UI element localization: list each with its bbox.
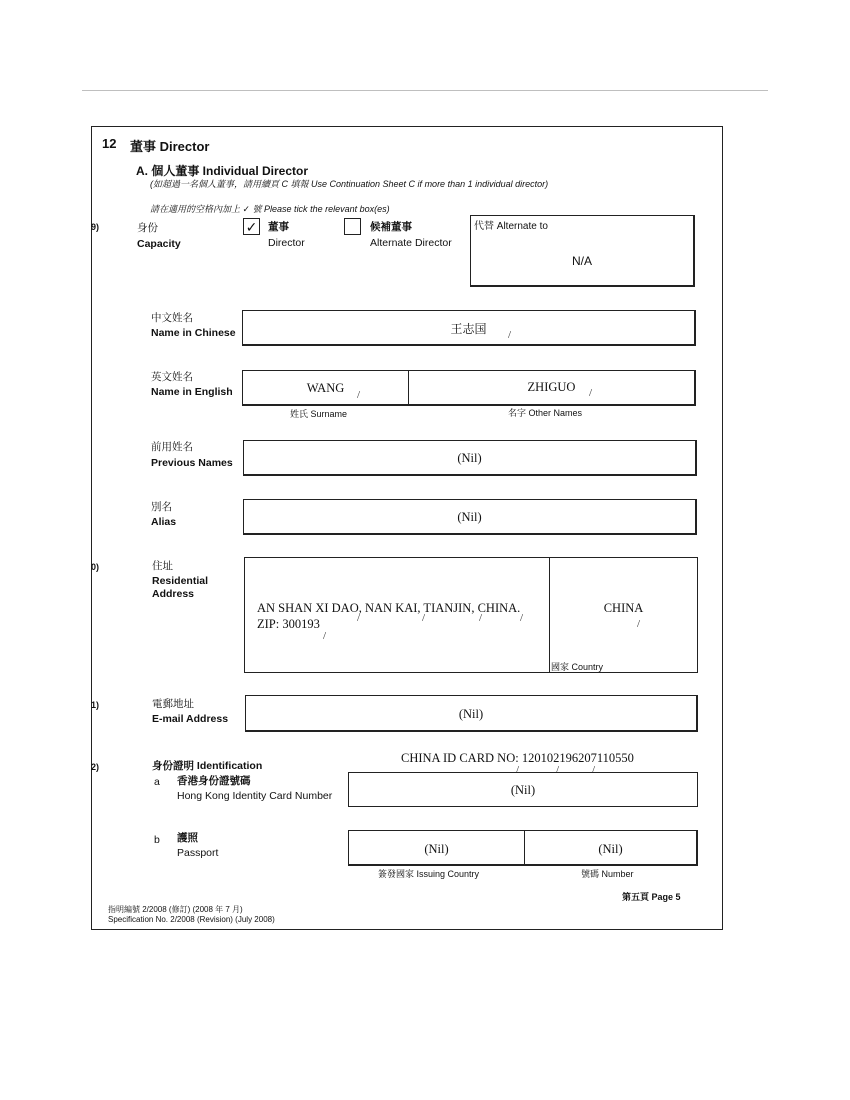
tick-mark: / bbox=[520, 612, 524, 624]
address-line2: ZIP: 300193 bbox=[257, 617, 320, 631]
capacity-label-en: Capacity bbox=[137, 238, 181, 250]
previous-names-value: (Nil) bbox=[457, 451, 482, 465]
english-name-label-zh: 英文姓名 bbox=[151, 371, 193, 383]
chinese-name-value: 王志国 bbox=[450, 322, 487, 336]
item-letter-b: b bbox=[154, 834, 160, 846]
chinese-name-field[interactable] bbox=[242, 310, 696, 346]
other-names-caption: 名字 Other Names bbox=[508, 408, 583, 418]
country-caption: 國家 Country bbox=[551, 662, 604, 672]
subsection-title: A. 個人董事 Individual Director bbox=[136, 164, 309, 178]
alias-label-zh: 別名 bbox=[151, 501, 172, 513]
alternate-to-value: N/A bbox=[571, 254, 592, 268]
item-number: 1) bbox=[91, 700, 100, 710]
issuing-country-caption: 簽發國家 Issuing Country bbox=[378, 869, 480, 879]
tick-mark: / bbox=[479, 612, 483, 624]
email-label-zh: 電郵地址 bbox=[152, 698, 194, 710]
alternate-to-label: 代替 Alternate to bbox=[474, 221, 548, 232]
specification-en: Specification No. 2/2008 (Revision) (July 2008) bbox=[108, 915, 275, 924]
alternate-director-label-zh: 候補董事 bbox=[370, 221, 412, 233]
previous-names-label-zh: 前用姓名 bbox=[151, 441, 193, 453]
address-field[interactable] bbox=[244, 557, 698, 673]
other-names-value: ZHIGUO bbox=[527, 380, 576, 394]
alternate-director-label-en: Alternate Director bbox=[370, 237, 452, 249]
tick-mark: / bbox=[357, 612, 361, 624]
alternate-to-box[interactable] bbox=[470, 215, 695, 287]
passport-number-caption: 號碼 Number bbox=[581, 869, 634, 879]
passport-label-en: Passport bbox=[177, 847, 219, 859]
tick-mark: / bbox=[556, 764, 560, 776]
hkid-field[interactable] bbox=[348, 772, 698, 807]
item-number: 0) bbox=[91, 562, 100, 572]
tick-mark: / bbox=[592, 764, 596, 776]
chinese-name-label-zh: 中文姓名 bbox=[151, 312, 193, 324]
alternate-director-checkbox[interactable] bbox=[344, 218, 361, 235]
passport-number-value: (Nil) bbox=[598, 842, 623, 856]
hkid-label-en: Hong Kong Identity Card Number bbox=[177, 790, 333, 802]
tick-mark: / bbox=[357, 389, 361, 401]
chinese-name-label-en: Name in Chinese bbox=[151, 327, 236, 339]
tick-mark: / bbox=[516, 764, 520, 776]
director-label-zh: 董事 bbox=[268, 221, 289, 233]
specification-zh: 指明編號 2/2008 (修訂) (2008 年 7 月) bbox=[108, 905, 243, 914]
director-checkbox[interactable]: ✓ bbox=[243, 218, 260, 235]
previous-names-label-en: Previous Names bbox=[151, 457, 233, 469]
tick-instruction: 請在適用的空格內加上 ✓ 號 Please tick the relevant box(es) bbox=[150, 204, 390, 214]
address-line1: AN SHAN XI DAO, NAN KAI, TIANJIN, CHINA. bbox=[257, 601, 521, 615]
alias-label-en: Alias bbox=[151, 516, 177, 528]
item-number: 2) bbox=[91, 762, 100, 772]
tick-mark: / bbox=[422, 612, 426, 624]
alias-value: (Nil) bbox=[457, 510, 482, 524]
tick-mark: / bbox=[589, 387, 593, 399]
passport-label-zh: 護照 bbox=[177, 832, 198, 844]
director-label-en: Director bbox=[268, 237, 305, 249]
section-number: 12 bbox=[102, 136, 117, 151]
email-value: (Nil) bbox=[458, 707, 484, 721]
passport-field[interactable] bbox=[348, 830, 698, 866]
alias-field[interactable] bbox=[243, 499, 697, 535]
tick-mark: / bbox=[508, 329, 512, 341]
english-name-field[interactable] bbox=[242, 370, 696, 406]
hkid-value: (Nil) bbox=[510, 783, 536, 797]
continuation-note: (如超過一名個人董事，請用續頁 C 填報 Use Continuation Sheet C if more than 1 individual director) bbox=[150, 179, 549, 189]
hkid-label-zh: 香港身份證號碼 bbox=[177, 775, 251, 787]
previous-names-field[interactable] bbox=[243, 440, 697, 476]
surname-value: WANG bbox=[306, 381, 345, 395]
section-title: 董事 Director bbox=[130, 139, 210, 154]
china-id-value: CHINA ID CARD NO: 120102196207110550 bbox=[401, 751, 634, 765]
address-label-zh: 住址 bbox=[152, 560, 173, 572]
top-divider bbox=[82, 90, 768, 91]
tick-mark: / bbox=[323, 630, 327, 642]
identification-label: 身份證明 Identification bbox=[152, 760, 263, 772]
surname-caption: 姓氏 Surname bbox=[290, 409, 348, 419]
address-label-en-2: Address bbox=[152, 588, 195, 600]
tick-mark: / bbox=[637, 618, 641, 630]
email-label-en: E-mail Address bbox=[152, 713, 229, 725]
page-number: 第五頁 Page 5 bbox=[622, 892, 681, 902]
address-label-en-1: Residential bbox=[152, 575, 209, 587]
capacity-label-zh: 身份 bbox=[137, 222, 158, 234]
issuing-country-value: (Nil) bbox=[424, 842, 449, 856]
country-value: CHINA bbox=[603, 601, 644, 615]
email-field[interactable] bbox=[245, 695, 698, 732]
item-letter-a: a bbox=[154, 776, 160, 788]
english-name-label-en: Name in English bbox=[151, 386, 233, 398]
item-number: 9) bbox=[91, 222, 100, 232]
